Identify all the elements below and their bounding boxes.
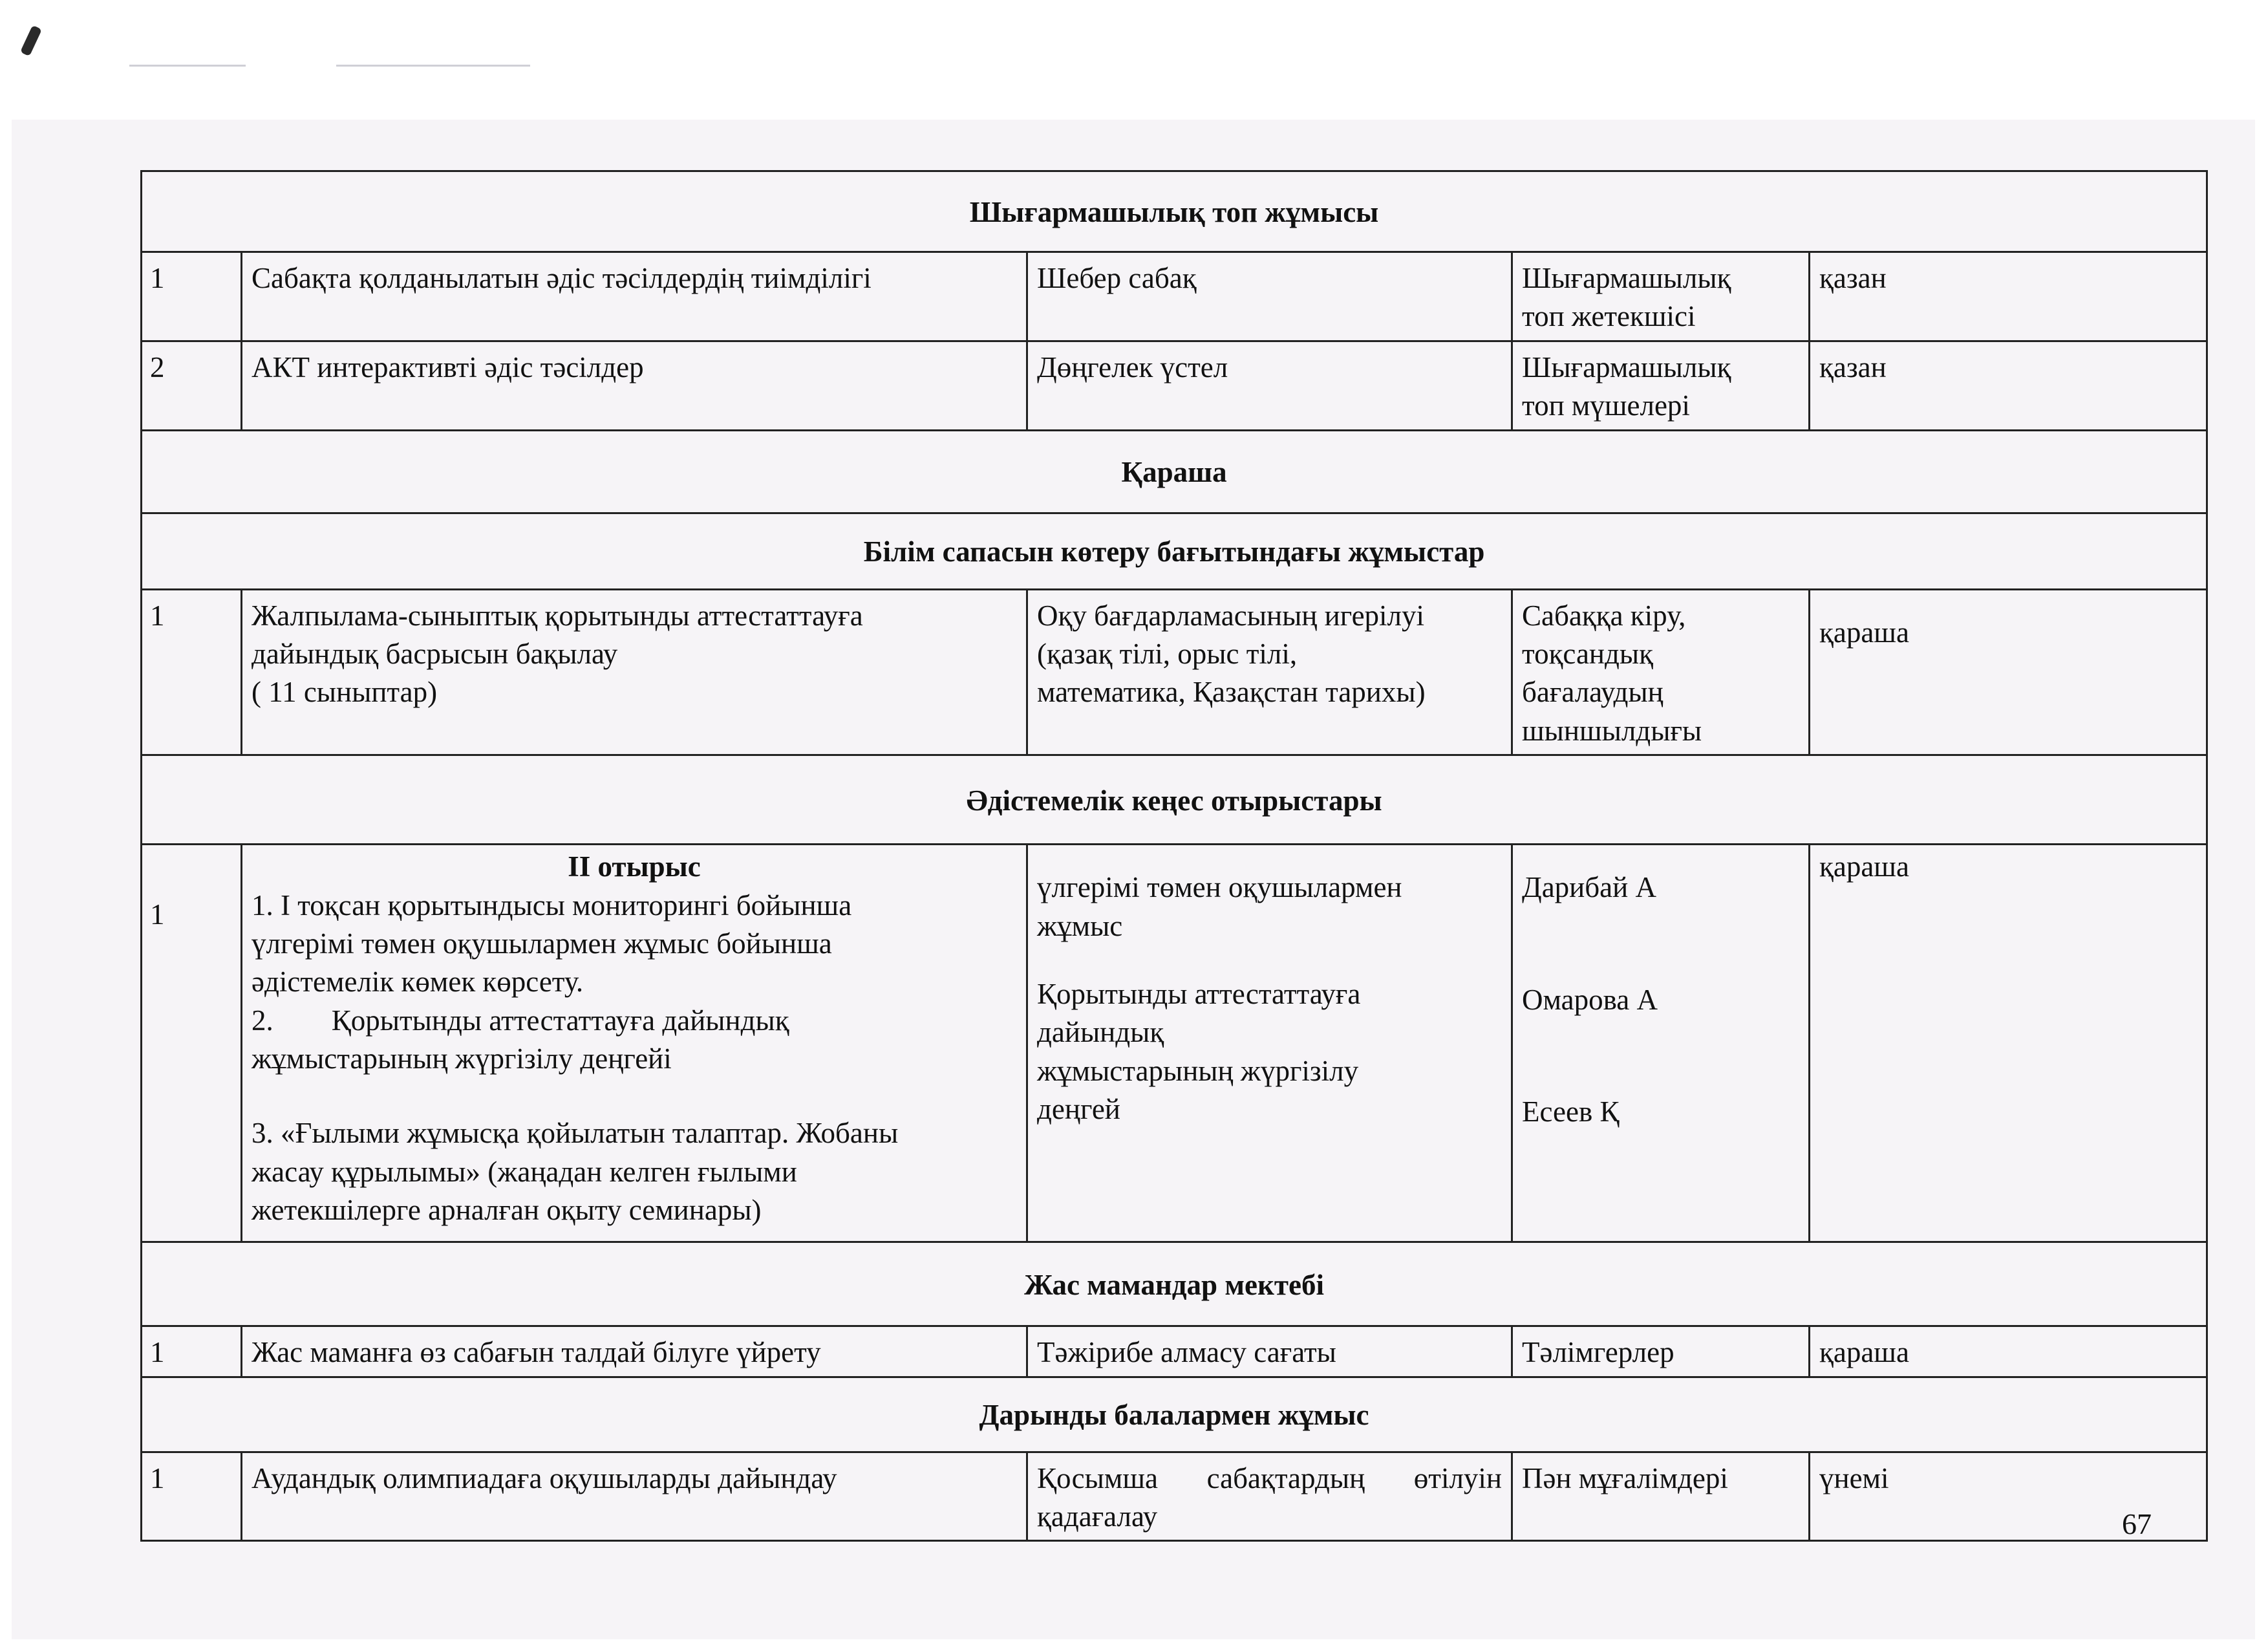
form-line: математика, Қазақстан тарихы) — [1037, 676, 1426, 709]
form-line: дайындық — [1037, 1016, 1164, 1049]
row-topic — [242, 845, 1027, 1242]
section-row — [142, 513, 2207, 589]
table-row — [142, 1452, 2207, 1541]
responsible-line: Шығармашылық — [1522, 262, 1731, 294]
row-responsible — [1512, 845, 1810, 1242]
topic-line: дайындық басрысын бақылау — [251, 637, 618, 670]
form-line: деңгей — [1037, 1093, 1120, 1126]
table-row — [142, 589, 2207, 755]
topic-line: 1. I тоқсан қорытындысы мониторингі бойынша — [251, 889, 852, 921]
row-number: 2 — [142, 341, 242, 430]
row-form: Тәжірибе алмасу сағаты — [1027, 1326, 1512, 1377]
form-line: үлгерімі төмен оқушылармен — [1037, 871, 1402, 904]
section-heading-creative-group: Шығармашылық топ жұмысы — [142, 171, 2207, 252]
topic-line: 2. Қорытынды аттестаттауға дайындық — [251, 1004, 789, 1037]
row-number: 1 — [142, 589, 242, 755]
section-row — [142, 430, 2207, 513]
responsible-line: Сабаққа кіру, — [1522, 599, 1686, 632]
row-form: Шебер сабақ — [1027, 252, 1512, 341]
spacer — [251, 1078, 1017, 1114]
row-number: 1 — [142, 252, 242, 341]
work-plan-table — [140, 170, 2208, 1542]
responsible-line: Шығармашылық — [1522, 350, 1731, 383]
row-responsible — [1512, 252, 1810, 341]
topic-line: жетекшілерге арналған оқыту семинары) — [251, 1194, 762, 1227]
row-date: қазан — [1810, 341, 2207, 430]
row-responsible: Пән мұғалімдері — [1512, 1452, 1810, 1541]
section-row — [142, 171, 2207, 252]
row-number: 1 — [142, 1326, 242, 1377]
date-value: қараша — [1819, 616, 1909, 649]
topic-line: жасау құрылымы» (жаңадан келген ғылыми — [251, 1155, 797, 1188]
form-line: Қосымша сабақтардың өтілуін — [1037, 1461, 1502, 1494]
topic-line: 3. «Ғылыми жұмысқа қойылатын талаптар. Жобаны — [251, 1117, 899, 1150]
spacer — [1037, 945, 1502, 975]
responsible-line: шыншылдығы — [1522, 714, 1702, 747]
row-topic — [242, 589, 1027, 755]
section-heading-gifted-children: Дарынды балалармен жұмыс — [142, 1377, 2207, 1452]
row-topic: Аудандық олимпиадаға оқушыларды дайындау — [242, 1452, 1027, 1541]
responsible-line: бағалаудың — [1522, 676, 1664, 709]
row-form — [1027, 589, 1512, 755]
scan-artifact-line — [336, 65, 530, 67]
form-line: қадағалау — [1037, 1500, 1158, 1533]
row-form — [1027, 1452, 1512, 1541]
scan-artifact-mark — [20, 25, 42, 56]
page-number: 67 — [2122, 1507, 2152, 1540]
spacer — [1522, 1019, 1799, 1093]
row-form — [1027, 845, 1512, 1242]
form-line: жұмыс — [1037, 909, 1123, 942]
table-row — [142, 341, 2207, 430]
responsible-name: Дарибай А — [1522, 871, 1656, 904]
spacer — [1522, 907, 1799, 981]
topic-line: ( 11 сыныптар) — [251, 676, 438, 709]
section-heading-young-specialists: Жас мамандар мектебі — [142, 1242, 2207, 1326]
section-heading-methodical-council: Әдістемелік кеңес отырыстары — [142, 755, 2207, 845]
section-row — [142, 1377, 2207, 1452]
row-number: 1 — [142, 1452, 242, 1541]
section-row — [142, 755, 2207, 845]
row-number — [142, 845, 242, 1242]
session-heading: II отырыс — [568, 850, 701, 883]
topic-line: жұмыстарының жүргізілу деңгейі — [251, 1042, 672, 1075]
row-date — [1810, 589, 2207, 755]
responsible-name: Омарова А — [1522, 983, 1658, 1016]
topic-line: Жалпылама-сыныптық қорытынды аттестаттауға — [251, 599, 863, 632]
topic-line: үлгерімі төмен оқушылармен жұмыс бойынша — [251, 927, 832, 960]
section-row — [142, 1242, 2207, 1326]
row-date: қараша — [1810, 1326, 2207, 1377]
responsible-name: Есеев Қ — [1522, 1095, 1620, 1128]
row-responsible — [1512, 341, 1810, 430]
responsible-line: топ мүшелері — [1522, 389, 1690, 422]
table-row — [142, 1326, 2207, 1377]
section-heading-month: Қараша — [142, 430, 2207, 513]
scan-artifact-line — [129, 65, 246, 67]
responsible-line: топ жетекшісі — [1522, 300, 1696, 333]
section-heading-quality: Білім сапасын көтеру бағытындағы жұмыстар — [142, 513, 2207, 589]
row-responsible — [1512, 589, 1810, 755]
form-line: жұмыстарының жүргізілу — [1037, 1054, 1359, 1087]
form-line: Оқу бағдарламасының игерілуі — [1037, 599, 1425, 632]
row-topic: Сабақта қолданылатын әдіс тәсілдердің тиімділігі — [242, 252, 1027, 341]
row-date: қараша — [1810, 845, 2207, 1242]
row-form: Дөңгелек үстел — [1027, 341, 1512, 430]
row-responsible: Тәлімгерлер — [1512, 1326, 1810, 1377]
topic-line: әдістемелік көмек көрсету. — [251, 965, 584, 998]
row-date: қазан — [1810, 252, 2207, 341]
form-line: Қорытынды аттестаттауға — [1037, 977, 1361, 1010]
table-row — [142, 845, 2207, 1242]
row-number-value: 1 — [150, 898, 165, 931]
table-row — [142, 252, 2207, 341]
row-date: үнемі — [1810, 1452, 2207, 1541]
form-line: (қазақ тілі, орыс тілі, — [1037, 637, 1298, 670]
row-topic: АКТ интерактивті әдіс тәсілдер — [242, 341, 1027, 430]
row-topic: Жас маманға өз сабағын талдай білуге үйрету — [242, 1326, 1027, 1377]
responsible-line: тоқсандық — [1522, 637, 1654, 670]
